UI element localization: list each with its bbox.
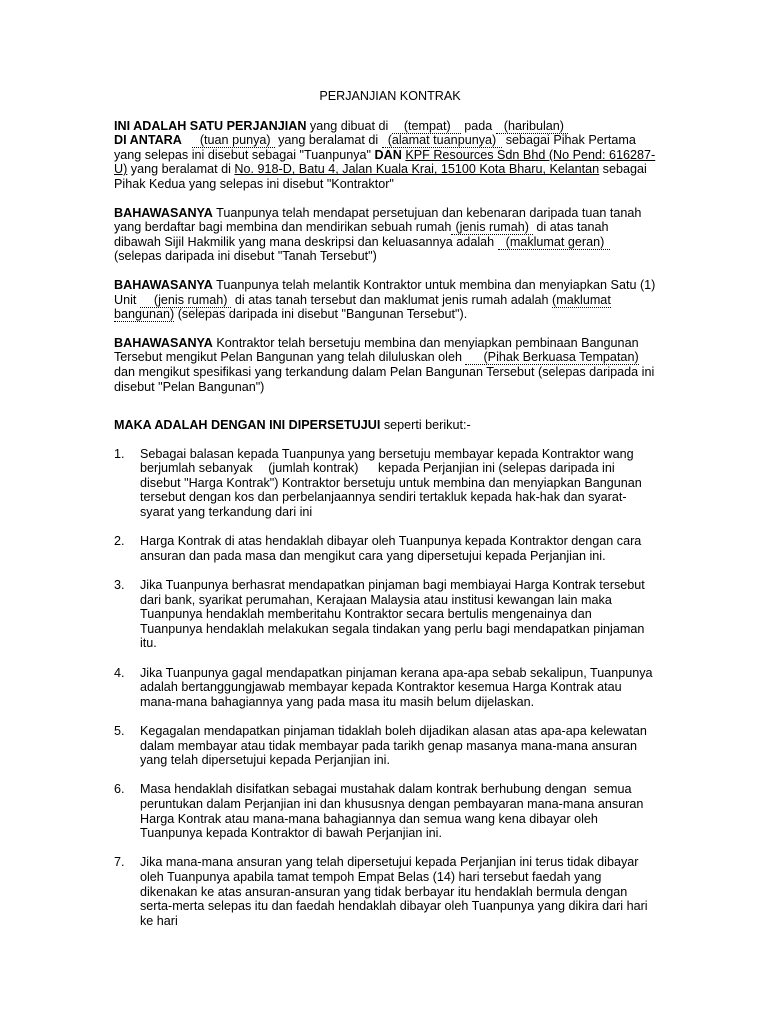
recital-2-text-1: Tuanpunya telah melantik Kontraktor untuk membina dan menyiapkan Satu (1) Unit [114,277,656,307]
recital-2-text-2: di atas tanah tersebut dan maklumat jenis rumah adalah [231,292,553,307]
dan-label: DAN [374,147,402,162]
recital-1-text-3: (selepas daripada ini disebut "Tanah Tersebut") [114,249,377,264]
pihak-berkuasa-blank: (Pihak Berkuasa Tempatan) [465,350,638,365]
recital-1-lead: BAHAWASANYA [114,205,213,220]
clause-6 [114,782,656,840]
clause-text: Jika Tuanpunya berhasrat mendapatkan pinjaman bagi membiayai Harga Kontrak tersebut dari bank, syarikat perumahan, Kerajaan Malaysia atau institusi kewangan lain maka Tuanpunya hendaklah memberitahu Kontraktor secara bertulis mengenainya dan Tuanpunya hendaklah melakukan segala tindakan yang perlu bagi mendapatkan pinjaman itu. [140,578,645,651]
clause-number: 7. [114,855,125,870]
recital-3-text-2: dan mengikut spesifikasi yang terkandung dalam Pelan Bangunan Tersebut (selepas daripada ini disebut "Pelan Bangunan") [114,364,655,394]
recital-2-text-3: (selepas daripada ini disebut "Bangunan Tersebut"). [174,307,468,322]
intro-text-1: yang dibuat di [306,118,392,133]
recital-1 [114,206,656,264]
clause-list [114,447,656,929]
haribulan-blank: (haribulan) [496,119,568,134]
intro-text-5: yang beralamat di [127,162,235,177]
clause-number: 1. [114,446,125,461]
clause-5 [114,724,656,768]
clause-number: 4. [114,665,125,680]
di-antara-label: DI ANTARA [114,133,182,148]
agreed-heading [114,418,656,433]
company-name: KPF Resources Sdn Bhd (No Pend: 616287-U) [114,147,656,177]
clause-number: 3. [114,578,125,593]
clause-number: 5. [114,723,125,738]
recital-1-text-1: Tuanpunya telah mendapat persetujuan dan kebenaran daripada tuan tanah yang berdaftar bagi membina dan mendirikan sebuah rumah [114,205,642,235]
clause-text-continued: kepada Perjanjian ini (selepas daripada ini disebut "Harga Kontrak") Kontraktor bersetuju untuk membina dan menyiapkan Bangunan tersebut dengan kos dan perbelanjaannya sendiri tertakluk kepada hak-hak dan syarat-syarat yang terkandung dari ini [140,461,642,520]
clause-text: Jika Tuanpunya gagal mendapatkan pinjaman kerana apa-apa sebab sekalipun, Tuanpunya adalah bertanggungjawab membayar kepada Kontraktor kesemua Harga Kontrak atau mana-mana bahagiannya yang pada masa itu masih belum dijelaskan. [140,665,653,709]
clause-4 [114,666,656,710]
intro-text-6: sebagai Pihak Kedua yang selepas ini disebut "Kontraktor" [114,162,647,191]
clause-number: 2. [114,534,125,549]
jenis-rumah-blank: (jenis rumah) [451,220,532,235]
recital-2-lead: BAHAWASANYA [114,277,213,292]
recital-3 [114,336,656,394]
clause-text: Sebagai balasan kepada Tuanpunya yang bersetuju membayar kepada Kontraktor wang berjumlah sebanyak [140,446,634,476]
clause-3 [114,578,656,651]
agreed-rest: seperti berikut:- [380,418,471,433]
agreed-lead: MAKA ADALAH DENGAN INI DIPERSETUJUI [114,418,381,433]
clause-number: 6. [114,782,125,797]
maklumat-geran-blank: (maklumat geran) [498,235,611,250]
recital-2 [114,278,656,322]
clause-text: Kegagalan mendapatkan pinjaman tidaklah boleh dijadikan alasan atas apa-apa kelewatan dalam membayar atau tidak membayar pada tarikh genap masanya mana-mana ansuran yang telah dipersetujui kepada Perjanjian ini. [140,723,647,768]
clause-text: Harga Kontrak di atas hendaklah dibayar oleh Tuanpunya kepada Kontraktor dengan cara ansuran dan pada masa dan mengikut cara yang dipersetujui kepada Perjanjian ini. [140,534,642,563]
intro-lead: INI ADALAH SATU PERJANJIAN [114,118,307,133]
jumlah-kontrak-blank: (jumlah kontrak) [268,461,359,476]
jenis-rumah-blank-2: (jenis rumah) [140,293,231,308]
intro-paragraph [114,119,656,192]
clause-text: Jika mana-mana ansuran yang telah dipersetujui kepada Perjanjian ini terus tidak dibayar oleh Tuanpunya apabila tamat tempoh Empat Belas (14) hari tersebut faedah yang dikenakan ke atas ansuran-ansuran yang tidak berbayar itu hendaklah bermula dengan serta-merta selepas itu dan faedah hendaklah dibayar oleh Tuanpunya yang dikira dari hari ke hari [140,855,648,928]
alamat-blank: (alamat tuanpunya) [382,133,503,148]
clause-7 [114,855,656,928]
intro-text-2: pada [460,118,496,133]
recital-3-lead: BAHAWASANYA [114,335,213,350]
clause-text: Masa hendaklah disifatkan sebagai mustahak dalam kontrak berhubung dengan semua peruntukan dalam Perjanjian ini dan khususnya dengan pembayaran mana-mana ansuran Harga Kontrak atau mana-mana bahagiannya dan semua wang kena dibayar oleh Tuanpunya kepada Kontraktor di bawah Perjanjian ini. [140,782,647,841]
intro-text-3: yang beralamat di [274,133,382,148]
company-address: No. 918-D, Batu 4, Jalan Kuala Krai, 15100 Kota Bharu, Kelantan [234,162,600,177]
clause-1 [114,447,656,520]
maklumat-bangunan-blank: (maklumat bangunan) [114,292,611,322]
tempat-blank: (tempat) [392,119,461,134]
intro-text-4: sebagai Pihak Pertama yang selepas ini disebut sebagai "Tuanpunya" [114,133,636,162]
clause-2 [114,534,656,563]
tuan-punya-blank: (tuan punya) [192,133,275,148]
recital-3-text-1: Kontraktor telah bersetuju membina dan menyiapkan pembinaan Bangunan Tersebut mengikut Pelan Bangunan yang telah diluluskan oleh [114,335,639,365]
recital-1-text-2: di atas tanah dibawah Sijil Hakmilik yang mana deskripsi dan keluasannya adalah [114,220,609,249]
document-title: PERJANJIAN KONTRAK [319,89,461,103]
